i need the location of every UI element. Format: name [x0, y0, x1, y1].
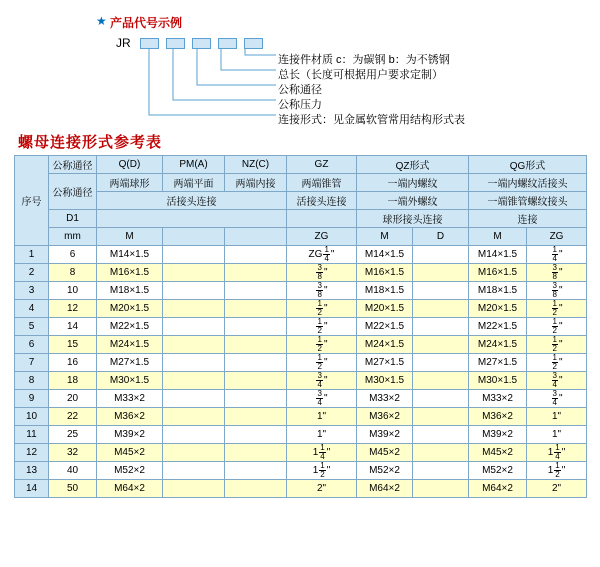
header-group-code-2: NZ(C): [225, 156, 287, 174]
cell-qz-d: [413, 336, 469, 354]
header-group-desc-5: 一端内螺纹活接头: [469, 174, 587, 192]
cell-qg-zg: $\frac{3}{4}$ ": [527, 372, 587, 390]
cell-qg-zg: 2": [527, 480, 587, 498]
cell-pm: [163, 318, 225, 336]
cell-q-m: M16×1.5: [97, 264, 163, 282]
cell-nominal-diameter: 8: [49, 264, 97, 282]
header-col-m-6: M: [469, 228, 527, 246]
cell-qg-zg: $\frac{1}{2}$ ": [527, 354, 587, 372]
header-row4-0: [97, 210, 287, 228]
table-row: [15, 318, 587, 336]
diagram-note-total-length: 总长（长度可根据用户要求定制）: [278, 69, 443, 81]
cell-nz: [225, 282, 287, 300]
cell-seq: 3: [15, 282, 49, 300]
cell-qz-m: M27×1.5: [357, 354, 413, 372]
cell-seq: 12: [15, 444, 49, 462]
cell-qz-m: M64×2: [357, 480, 413, 498]
header-group-code-3: GZ: [287, 156, 357, 174]
header-nominal-diameter: 公称通径: [49, 156, 97, 174]
diagram-note-nominal-pressure: 公称压力: [278, 99, 322, 111]
table-header-row-5: [15, 228, 587, 246]
cell-nz: [225, 372, 287, 390]
cell-nominal-diameter: 15: [49, 336, 97, 354]
table-row: [15, 336, 587, 354]
header-group-code-1: PM(A): [163, 156, 225, 174]
cell-pm: [163, 408, 225, 426]
cell-nz: [225, 444, 287, 462]
cell-qg-zg: $\frac{3}{4}$ ": [527, 390, 587, 408]
star-icon: ★: [96, 14, 107, 28]
cell-pm: [163, 282, 225, 300]
cell-qz-d: [413, 354, 469, 372]
cell-qz-m: M33×2: [357, 390, 413, 408]
cell-nominal-diameter: 6: [49, 246, 97, 264]
cell-nz: [225, 318, 287, 336]
cell-nz: [225, 390, 287, 408]
header-col-m-4: M: [357, 228, 413, 246]
cell-seq: 14: [15, 480, 49, 498]
cell-q-m: M20×1.5: [97, 300, 163, 318]
table-row: [15, 462, 587, 480]
cell-qg-zg: $\frac{1}{2}$ ": [527, 318, 587, 336]
cell-qz-m: M36×2: [357, 408, 413, 426]
cell-gz-zg: 1 $\frac{1}{2}$ ": [287, 462, 357, 480]
cell-pm: [163, 372, 225, 390]
cell-qg-m: M64×2: [469, 480, 527, 498]
cell-qg-zg: $\frac{1}{2}$ ": [527, 336, 587, 354]
cell-nominal-diameter: 16: [49, 354, 97, 372]
cell-pm: [163, 480, 225, 498]
cell-nz: [225, 246, 287, 264]
cell-qg-m: M14×1.5: [469, 246, 527, 264]
cell-gz-zg: $\frac{1}{2}$ ": [287, 318, 357, 336]
table-row: [15, 300, 587, 318]
cell-seq: 2: [15, 264, 49, 282]
header-group-desc-4: 一端内螺纹: [357, 174, 469, 192]
cell-pm: [163, 300, 225, 318]
cell-gz-zg: 2": [287, 480, 357, 498]
cell-qz-d: [413, 246, 469, 264]
cell-qg-zg: $\frac{1}{4}$ ": [527, 246, 587, 264]
cell-q-m: M64×2: [97, 480, 163, 498]
table-row: [15, 426, 587, 444]
cell-seq: 7: [15, 354, 49, 372]
cell-qz-m: M20×1.5: [357, 300, 413, 318]
header-col-m-0: M: [97, 228, 163, 246]
cell-nz: [225, 354, 287, 372]
cell-pm: [163, 462, 225, 480]
cell-qg-m: M16×1.5: [469, 264, 527, 282]
cell-seq: 5: [15, 318, 49, 336]
cell-qz-d: [413, 408, 469, 426]
cell-nominal-diameter: 22: [49, 408, 97, 426]
cell-q-m: M45×2: [97, 444, 163, 462]
cell-nz: [225, 300, 287, 318]
cell-qg-zg: 1 $\frac{1}{2}$ ": [527, 462, 587, 480]
cell-gz-zg: $\frac{3}{4}$ ": [287, 372, 357, 390]
cell-pm: [163, 354, 225, 372]
cell-qz-d: [413, 480, 469, 498]
header-col-zg-3: ZG: [287, 228, 357, 246]
cell-gz-zg: $\frac{3}{8}$ ": [287, 282, 357, 300]
header-row3-0: 活接头连接: [97, 192, 287, 210]
product-code-diagram: [0, 0, 600, 130]
cell-qz-m: M14×1.5: [357, 246, 413, 264]
header-col-2: [225, 228, 287, 246]
cell-qz-d: [413, 462, 469, 480]
cell-pm: [163, 336, 225, 354]
cell-q-m: M36×2: [97, 408, 163, 426]
cell-pm: [163, 264, 225, 282]
cell-qg-zg: $\frac{1}{2}$ ": [527, 300, 587, 318]
header-row3-1: 活接头连接: [287, 192, 357, 210]
cell-seq: 11: [15, 426, 49, 444]
cell-qz-d: [413, 444, 469, 462]
cell-qz-m: M22×1.5: [357, 318, 413, 336]
cell-seq: 1: [15, 246, 49, 264]
header-group-desc-3: 两端锥管: [287, 174, 357, 192]
cell-nz: [225, 408, 287, 426]
cell-qg-m: M39×2: [469, 426, 527, 444]
cell-qz-d: [413, 300, 469, 318]
cell-seq: 9: [15, 390, 49, 408]
cell-gz-zg: $\frac{1}{2}$ ": [287, 354, 357, 372]
cell-nominal-diameter: 50: [49, 480, 97, 498]
cell-nz: [225, 462, 287, 480]
cell-q-m: M33×2: [97, 390, 163, 408]
cell-qz-m: M52×2: [357, 462, 413, 480]
table-row: [15, 264, 587, 282]
cell-seq: 8: [15, 372, 49, 390]
header-row4-1: [287, 210, 357, 228]
diagram-note-connection-form: 连接形式：见金属软管常用结构形式表: [278, 114, 465, 126]
header-group-code-0: Q(D): [97, 156, 163, 174]
header-col-d-5: D: [413, 228, 469, 246]
cell-qz-d: [413, 318, 469, 336]
cell-gz-zg: $\frac{1}{2}$ ": [287, 300, 357, 318]
cell-seq: 4: [15, 300, 49, 318]
table-header-row-2: [15, 174, 587, 192]
table-body: [15, 246, 587, 498]
cell-qz-m: M16×1.5: [357, 264, 413, 282]
cell-q-m: M14×1.5: [97, 246, 163, 264]
header-units: mm: [49, 228, 97, 246]
cell-gz-zg: $\frac{3}{8}$ ": [287, 264, 357, 282]
cell-nominal-diameter: 20: [49, 390, 97, 408]
code-prefix: JR: [116, 36, 131, 50]
header-group-desc-0: 两端球形: [97, 174, 163, 192]
table-header-row-4: [15, 210, 587, 228]
table-row: [15, 282, 587, 300]
cell-qz-m: M39×2: [357, 426, 413, 444]
cell-qg-m: M18×1.5: [469, 282, 527, 300]
nut-connection-table: [14, 155, 586, 498]
cell-gz-zg: ZG $\frac{1}{4}$ ": [287, 246, 357, 264]
cell-nz: [225, 264, 287, 282]
table-row: [15, 246, 587, 264]
diagram-title: 产品代号示例: [110, 16, 183, 30]
cell-qg-m: M27×1.5: [469, 354, 527, 372]
cell-qg-zg: $\frac{3}{8}$ ": [527, 264, 587, 282]
cell-qg-zg: 1": [527, 426, 587, 444]
cell-nominal-diameter: 40: [49, 462, 97, 480]
header-group-code-4: QZ形式: [357, 156, 469, 174]
cell-qz-m: M18×1.5: [357, 282, 413, 300]
cell-qz-m: M30×1.5: [357, 372, 413, 390]
cell-gz-zg: $\frac{3}{4}$ ": [287, 390, 357, 408]
cell-qg-m: M24×1.5: [469, 336, 527, 354]
table-row: [15, 444, 587, 462]
cell-nz: [225, 480, 287, 498]
header-col-1: [163, 228, 225, 246]
cell-gz-zg: 1": [287, 426, 357, 444]
cell-seq: 6: [15, 336, 49, 354]
header-seq: 序号: [15, 156, 49, 246]
section-title: 螺母连接形式参考表: [18, 134, 163, 151]
cell-qg-m: M36×2: [469, 408, 527, 426]
diagram-note-material: 连接件材质 c：为碳钢 b：为不锈钢: [278, 54, 450, 66]
cell-nominal-diameter: 12: [49, 300, 97, 318]
header-dn-sub: 公称通径: [49, 174, 97, 210]
diagram-note-nominal-diameter: 公称通径: [278, 84, 322, 96]
cell-pm: [163, 426, 225, 444]
header-group-code-5: QG形式: [469, 156, 587, 174]
cell-qz-d: [413, 426, 469, 444]
table-row: [15, 480, 587, 498]
header-row4-3: 连接: [469, 210, 587, 228]
cell-qg-m: M33×2: [469, 390, 527, 408]
header-d1: D1: [49, 210, 97, 228]
cell-nominal-diameter: 25: [49, 426, 97, 444]
cell-pm: [163, 444, 225, 462]
cell-qz-d: [413, 282, 469, 300]
cell-seq: 10: [15, 408, 49, 426]
cell-qg-zg: 1": [527, 408, 587, 426]
cell-gz-zg: 1": [287, 408, 357, 426]
cell-q-m: M39×2: [97, 426, 163, 444]
header-row3-2: 一端外螺纹: [357, 192, 469, 210]
cell-q-m: M18×1.5: [97, 282, 163, 300]
cell-qg-m: M22×1.5: [469, 318, 527, 336]
cell-nz: [225, 336, 287, 354]
cell-qg-m: M45×2: [469, 444, 527, 462]
cell-nominal-diameter: 14: [49, 318, 97, 336]
cell-q-m: M52×2: [97, 462, 163, 480]
cell-qg-zg: $\frac{3}{8}$ ": [527, 282, 587, 300]
table-header-row-3: [15, 192, 587, 210]
cell-nominal-diameter: 18: [49, 372, 97, 390]
cell-qz-d: [413, 372, 469, 390]
cell-pm: [163, 246, 225, 264]
cell-gz-zg: 1 $\frac{1}{4}$ ": [287, 444, 357, 462]
header-row3-3: 一端锥管螺纹接头: [469, 192, 587, 210]
cell-qz-m: M24×1.5: [357, 336, 413, 354]
header-group-desc-1: 两端平面: [163, 174, 225, 192]
cell-qz-m: M45×2: [357, 444, 413, 462]
cell-gz-zg: $\frac{1}{2}$ ": [287, 336, 357, 354]
cell-qg-zg: 1 $\frac{1}{4}$ ": [527, 444, 587, 462]
cell-q-m: M30×1.5: [97, 372, 163, 390]
header-group-desc-2: 两端内接: [225, 174, 287, 192]
cell-qg-m: M20×1.5: [469, 300, 527, 318]
cell-pm: [163, 390, 225, 408]
header-row4-2: 球形接头连接: [357, 210, 469, 228]
cell-q-m: M27×1.5: [97, 354, 163, 372]
cell-nominal-diameter: 10: [49, 282, 97, 300]
cell-qg-m: M30×1.5: [469, 372, 527, 390]
table-header-row-1: [15, 156, 587, 174]
cell-qz-d: [413, 390, 469, 408]
cell-seq: 13: [15, 462, 49, 480]
table-row: [15, 372, 587, 390]
table-row: [15, 354, 587, 372]
cell-nominal-diameter: 32: [49, 444, 97, 462]
table-row: [15, 390, 587, 408]
table-row: [15, 408, 587, 426]
cell-q-m: M24×1.5: [97, 336, 163, 354]
cell-qz-d: [413, 264, 469, 282]
cell-qg-m: M52×2: [469, 462, 527, 480]
header-col-zg-7: ZG: [527, 228, 587, 246]
cell-nz: [225, 426, 287, 444]
cell-q-m: M22×1.5: [97, 318, 163, 336]
